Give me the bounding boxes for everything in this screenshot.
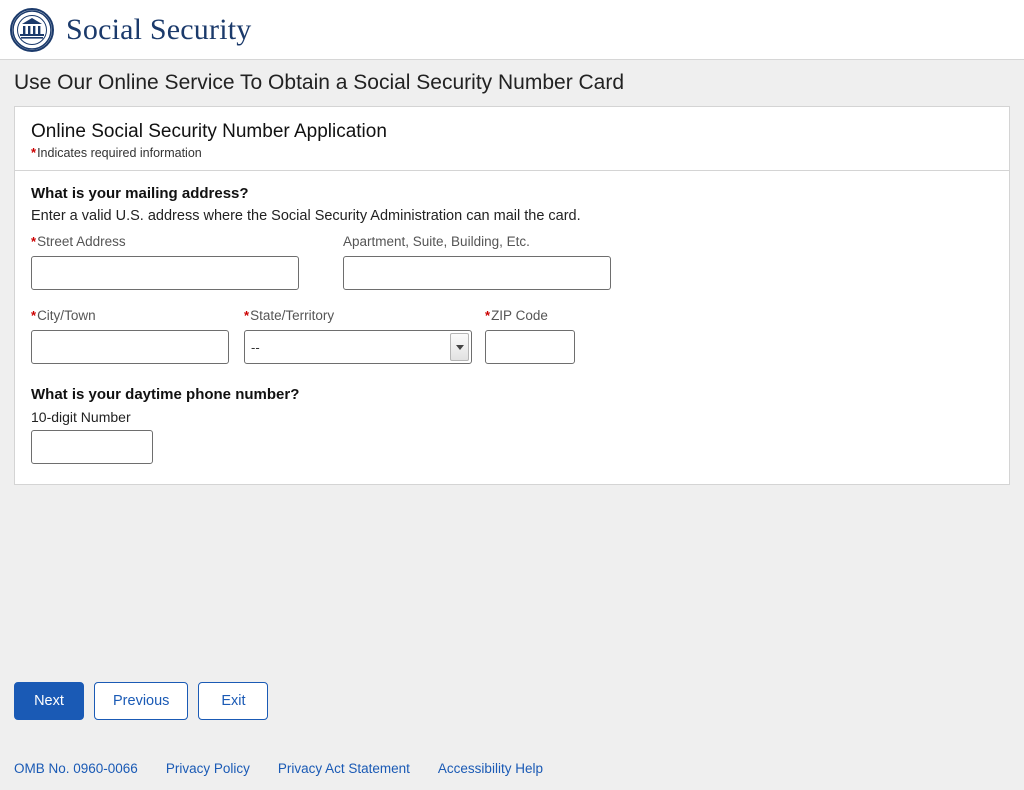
page-footer (0, 720, 1024, 790)
exit-button[interactable]: Exit (198, 682, 268, 720)
address-row-1 (31, 234, 993, 290)
state-field-group (244, 308, 472, 364)
city-field-group (31, 308, 229, 364)
required-asterisk: * (31, 308, 37, 323)
content-area (0, 106, 1024, 666)
apartment-field-group (343, 234, 611, 290)
spacer (31, 290, 993, 308)
card-heading: Online Social Security Number Application (31, 121, 387, 142)
state-select-wrapper (244, 330, 472, 364)
previous-button[interactable]: Previous (94, 682, 188, 720)
city-label-text: City/Town (37, 308, 96, 323)
phone-input[interactable] (31, 430, 153, 464)
phone-question: What is your daytime phone number? (31, 386, 300, 403)
street-address-label-text: Street Address (37, 234, 126, 249)
street-address-input[interactable] (31, 256, 299, 290)
form-actions (0, 666, 1024, 720)
omb-number: OMB No. 0960-0066 (14, 760, 138, 776)
page-title: Use Our Online Service To Obtain a Social Security Number Card (14, 71, 625, 94)
phone-section (31, 386, 993, 464)
address-row-2 (31, 308, 993, 364)
zip-input[interactable] (485, 330, 575, 364)
state-select[interactable] (244, 330, 472, 364)
next-button[interactable]: Next (14, 682, 84, 720)
page-title-band (0, 60, 1024, 106)
zip-field-group (485, 308, 575, 364)
privacy-act-statement-link[interactable]: Privacy Act Statement (277, 760, 410, 776)
required-asterisk: * (31, 145, 37, 160)
city-label (31, 308, 229, 326)
apartment-label-text: Apartment, Suite, Building, Etc. (343, 234, 530, 249)
city-input[interactable] (31, 330, 229, 364)
apartment-label (343, 234, 611, 252)
zip-label (485, 308, 575, 326)
required-asterisk: * (31, 234, 37, 249)
state-label-text: State/Territory (250, 308, 335, 323)
privacy-policy-link[interactable]: Privacy Policy (165, 760, 250, 776)
brand-title: Social Security (66, 12, 252, 46)
required-information-note (31, 145, 993, 160)
required-asterisk: * (485, 308, 491, 323)
card-header (15, 107, 1009, 171)
street-address-field-group (31, 234, 299, 290)
required-asterisk: * (244, 308, 250, 323)
required-note-text: Indicates required information (37, 146, 202, 160)
zip-label-text: ZIP Code (491, 308, 548, 323)
apartment-input[interactable] (343, 256, 611, 290)
street-address-label (31, 234, 299, 252)
application-card (14, 106, 1010, 485)
mailing-address-help: Enter a valid U.S. address where the Social Security Administration can mail the card. (31, 208, 581, 224)
accessibility-help-link[interactable]: Accessibility Help (437, 760, 543, 776)
site-header (0, 0, 1024, 60)
ssa-seal-icon (10, 8, 54, 52)
mailing-address-question: What is your mailing address? (31, 185, 249, 202)
phone-label: 10-digit Number (31, 409, 131, 425)
state-label (244, 308, 472, 326)
card-body (15, 171, 1009, 484)
